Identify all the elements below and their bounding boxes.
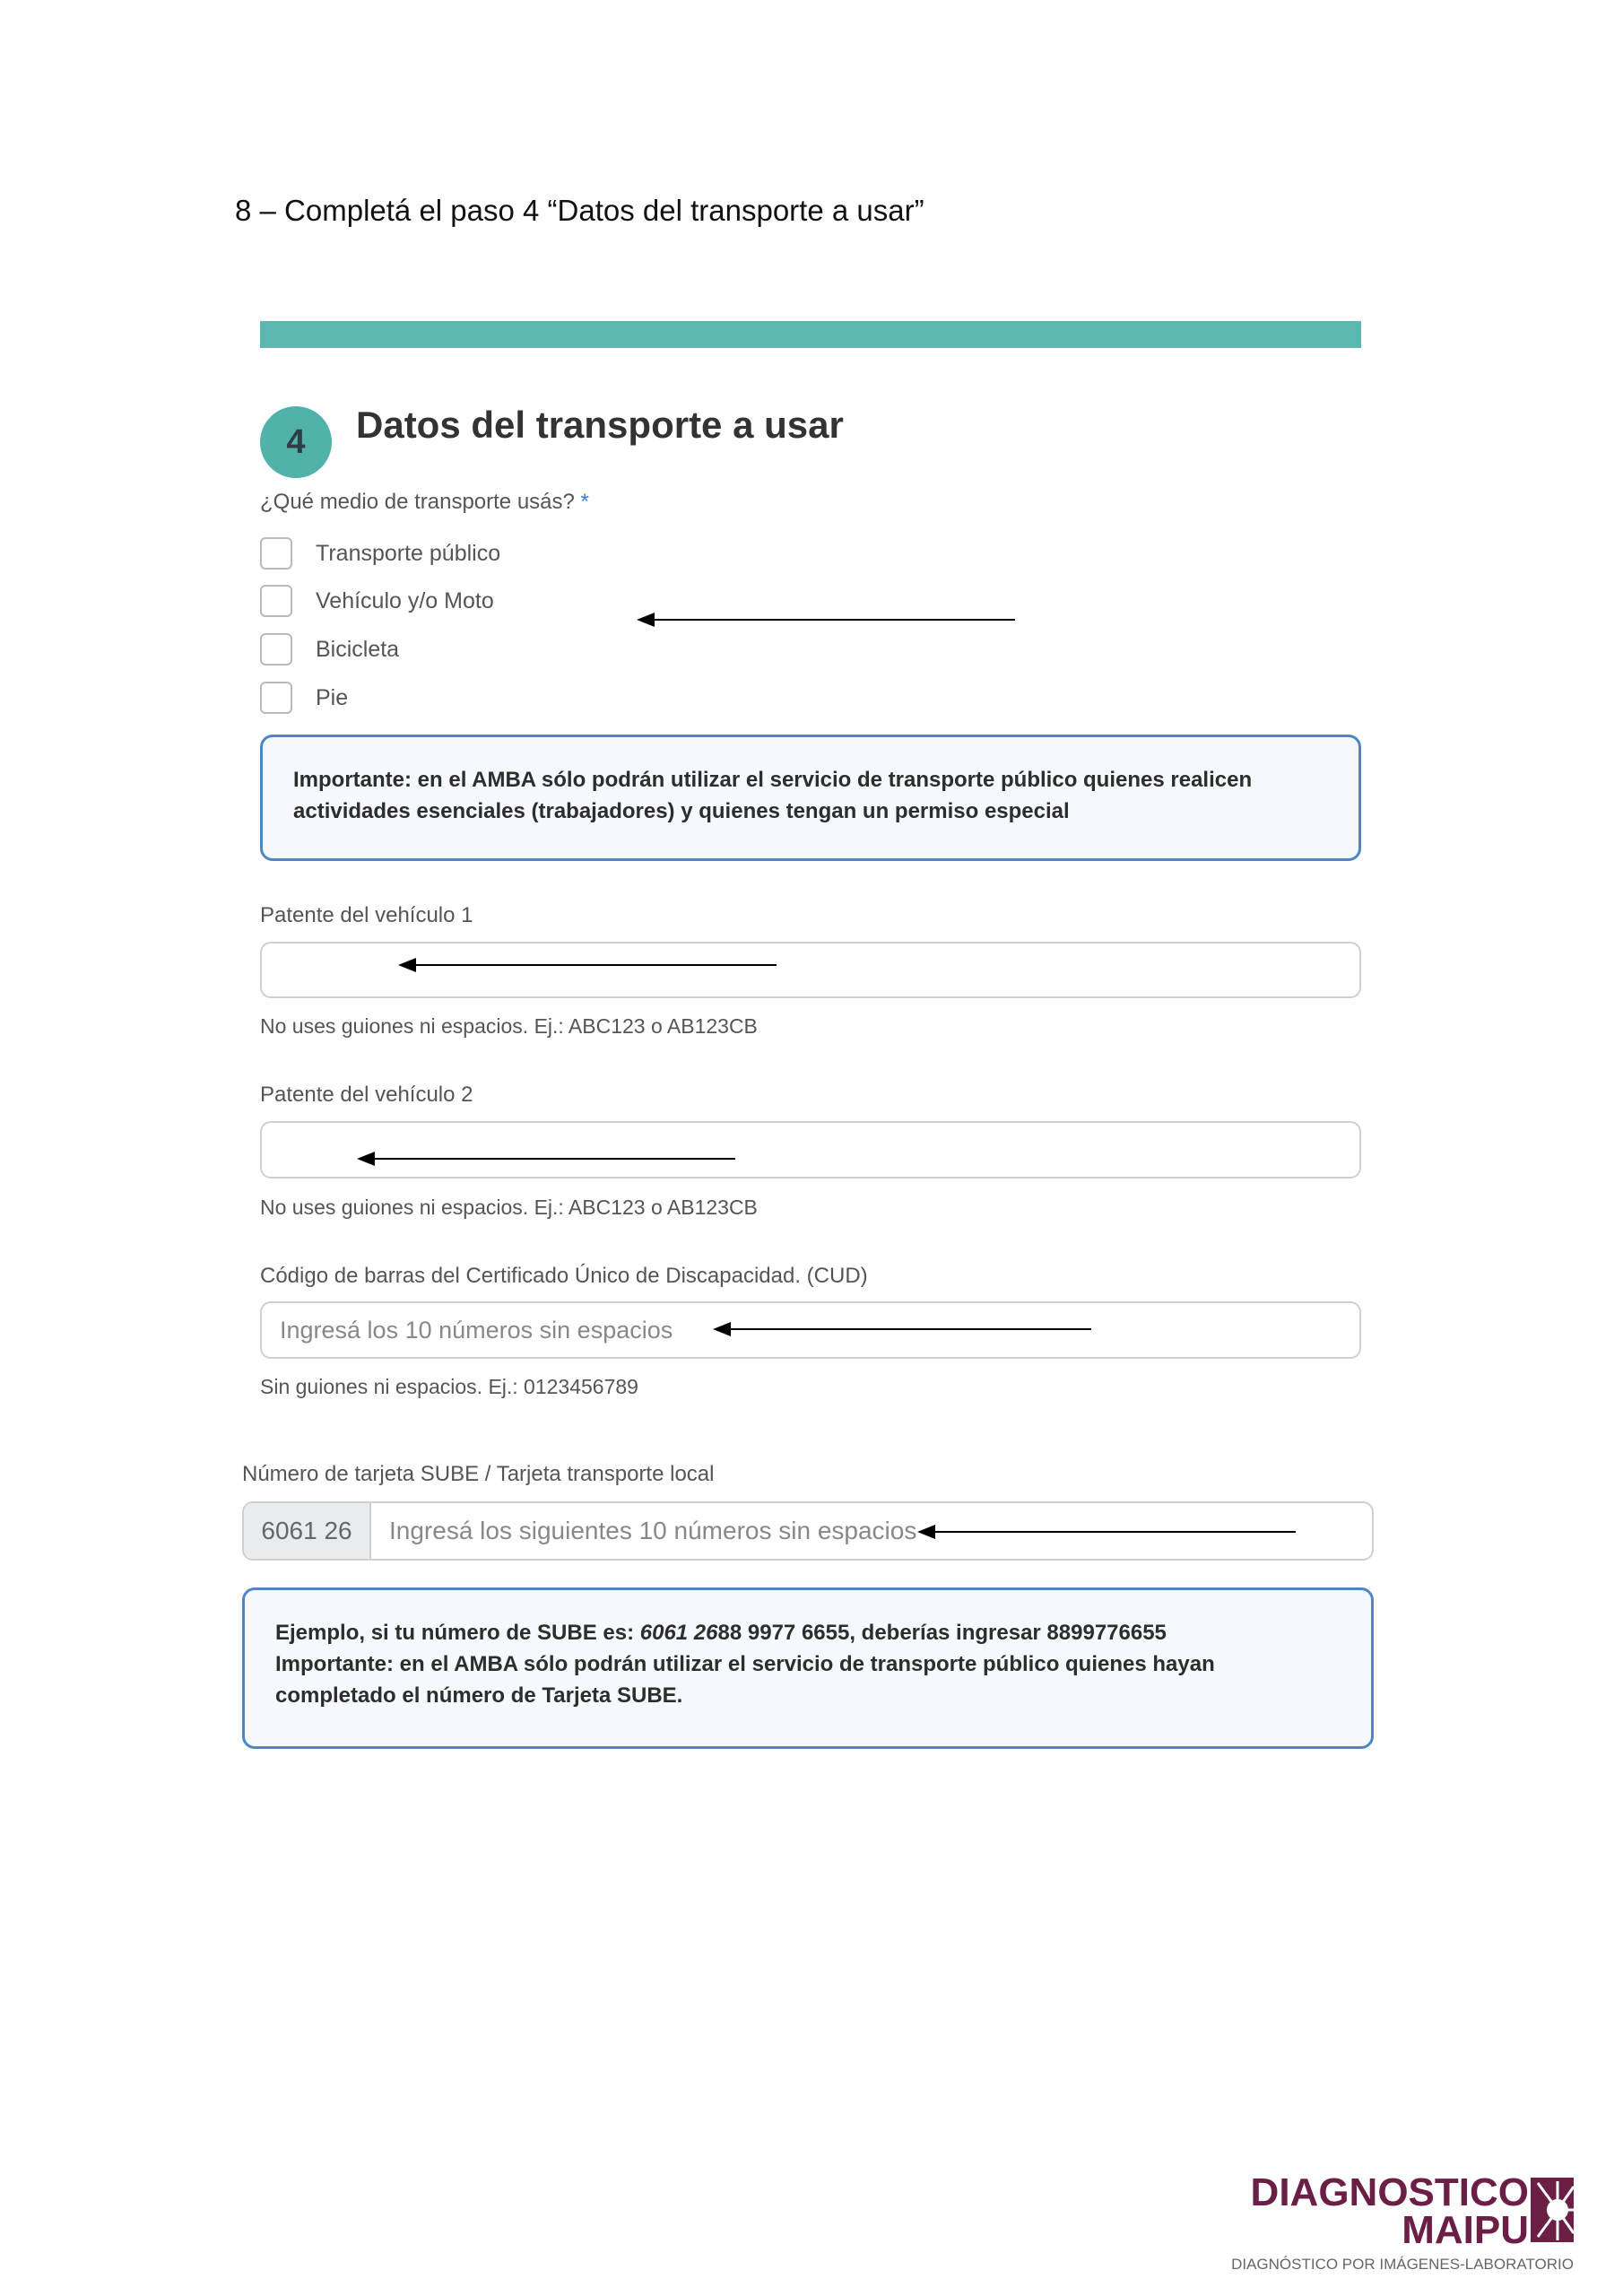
logo-line-2: MAIPU <box>1402 2208 1529 2252</box>
patente2-hint: No uses guiones ni espacios. Ej.: ABC123 o AB123CB <box>260 1196 758 1219</box>
sube-label: Número de tarjeta SUBE / Tarjeta transporte local <box>242 1462 715 1486</box>
logo-tagline: DIAGNÓSTICO POR IMÁGENES-LABORATORIO <box>1231 2256 1574 2273</box>
cud-input[interactable]: Ingresá los 10 números sin espacios <box>260 1301 1361 1359</box>
patente2-label: Patente del vehículo 2 <box>260 1083 473 1107</box>
option-transporte-publico[interactable] <box>260 535 500 571</box>
example-text-end: 88 9977 6655, deberías ingresar 8899776655 <box>717 1621 1167 1645</box>
checkbox-icon[interactable] <box>260 585 292 617</box>
required-mark: * <box>580 490 589 514</box>
notice-text: Importante: en el AMBA sólo podrán utilizar el servicio de transporte público quienes realicen actividades esenciales (trabajadores) y quienes tengan un permiso especial <box>293 768 1253 823</box>
arrow-left-icon <box>637 611 1015 629</box>
option-bicicleta[interactable] <box>260 631 399 667</box>
notice-sube-box <box>242 1587 1374 1749</box>
question-text: ¿Qué medio de transporte usás? <box>260 490 575 514</box>
sube-example-line <box>275 1617 1341 1648</box>
option-pie[interactable] <box>260 680 348 716</box>
instruction-text: 8 – Completá el paso 4 “Datos del transporte a usar” <box>235 194 924 227</box>
logo-line-1: DIAGNOSTICO <box>1250 2170 1529 2214</box>
arrow-left-icon <box>713 1320 1091 1338</box>
patente1-hint: No uses guiones ni espacios. Ej.: ABC123 o AB123CB <box>260 1014 758 1038</box>
sube-input[interactable]: Ingresá los siguientes 10 números sin espacios <box>389 1517 917 1544</box>
example-text-start: Ejemplo, si tu número de SUBE es: <box>275 1621 640 1645</box>
sube-prefix: 6061 26 <box>244 1503 371 1559</box>
step-number-badge: 4 <box>260 406 332 478</box>
option-label: Transporte público <box>316 540 501 566</box>
sube-important-line: Importante: en el AMBA sólo podrán utilizar el servicio de transporte público quienes hayan completado el número de Tarjeta SUBE. <box>275 1652 1215 1708</box>
arrow-left-icon <box>398 956 777 974</box>
form-header-bar <box>260 321 1361 348</box>
example-text-prefix: 6061 26 <box>639 1621 718 1645</box>
section-title: Datos del transporte a usar <box>356 404 844 446</box>
logo-mark-icon <box>1531 2178 1574 2242</box>
cud-hint: Sin guiones ni espacios. Ej.: 0123456789 <box>260 1375 638 1398</box>
checkbox-icon[interactable] <box>260 633 292 665</box>
arrow-left-icon <box>357 1150 735 1168</box>
checkbox-icon[interactable] <box>260 537 292 570</box>
option-label: Pie <box>316 684 349 710</box>
option-label: Vehículo y/o Moto <box>316 587 494 613</box>
checkbox-icon[interactable] <box>260 682 292 714</box>
notice-transport-box <box>260 735 1361 861</box>
option-label: Bicicleta <box>316 636 400 662</box>
option-vehiculo-moto[interactable] <box>260 583 494 619</box>
arrow-left-icon <box>917 1523 1296 1541</box>
patente1-label: Patente del vehículo 1 <box>260 903 473 927</box>
logo-name <box>1250 2170 1529 2252</box>
cud-label: Código de barras del Certificado Único de Discapacidad. (CUD) <box>260 1264 868 1288</box>
transport-question <box>260 490 589 515</box>
